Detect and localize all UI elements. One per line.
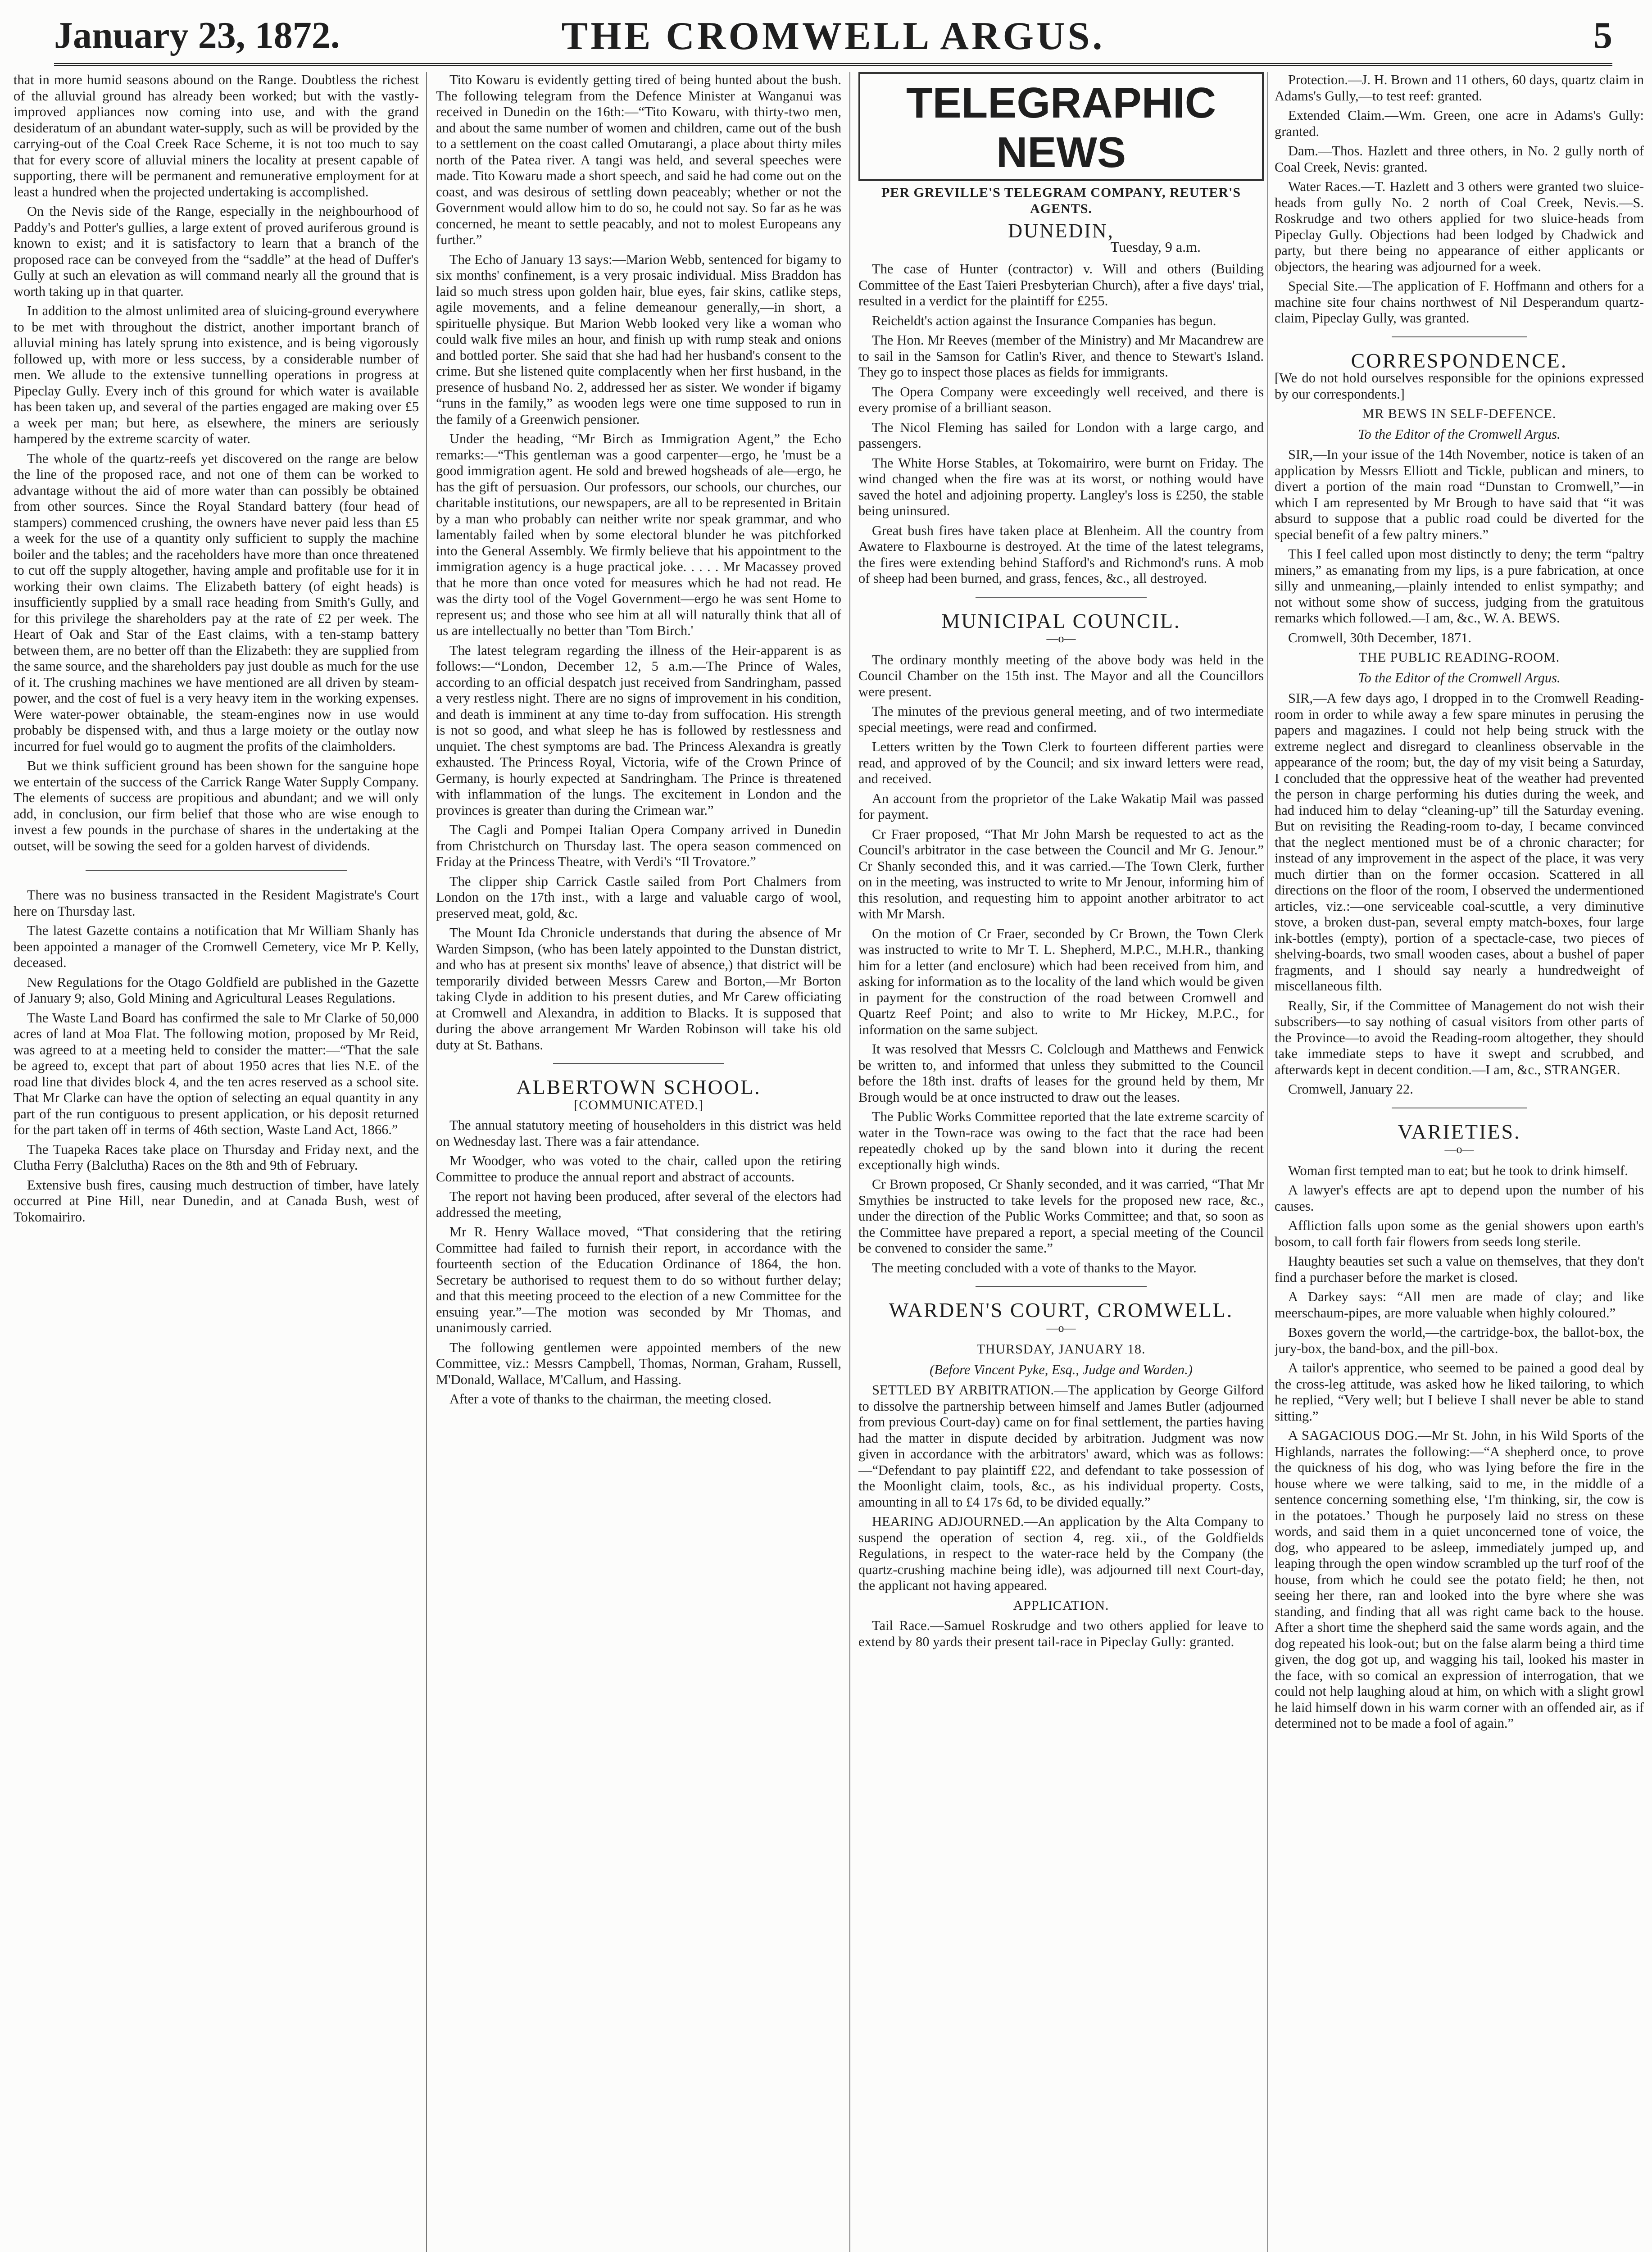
heading-ornament: —o— bbox=[1046, 1321, 1076, 1335]
heading-ornament: —o— bbox=[1046, 632, 1076, 645]
section-heading-albertown-school: ALBERTOWN SCHOOL. bbox=[516, 1076, 761, 1099]
paragraph: An account from the proprietor of the Lake Wakatip Mail was passed for payment. bbox=[858, 790, 1264, 822]
letter-heading-bews: MR BEWS IN SELF-DEFENCE. bbox=[1362, 406, 1557, 421]
paragraph: The Public Works Committee reported that the late extreme scarcity of water in the Town-race was owing to the fact that the race had been repeatedly choked up by the sand blown into it during the recent exceptionally high winds. bbox=[858, 1109, 1264, 1172]
paragraph: Great bush fires have taken place at Blenheim. All the country from Awatere to Flaxbourne is destroyed. At the time of the latest telegrams, the fires were extending behind Stafford's and Richmond's runs. A mob of sheep had been burned, and grass, fences, &c., all destroyed. bbox=[858, 522, 1264, 586]
communicated-note: [COMMUNICATED.] bbox=[574, 1097, 703, 1112]
subheading-application: APPLICATION. bbox=[1013, 1598, 1109, 1613]
paragraph: SIR,—In your issue of the 14th November, notice is taken of an application by Messrs Elliott and Tickle, publican and miners, to divert a portion of the main road “Dunstan to Cromwell,”—in which I am represented by Mr Brough to have said that “it was absurd to suppose that a public road could be diverted for the special benefit of a few paltry miners.” bbox=[1275, 447, 1644, 542]
paragraph: The Echo of January 13 says:—Marion Webb, sentenced for bigamy to six months' confinement, is a very prosaic individual. Miss Braddon has laid so much stress upon golden hair, blue eyes, fair skins, catlike steps, agile movements, and a feline demeanour generally,—in short, a spirituelle physique. But Marion Webb looked very like a woman who could walk five miles an hour, and finish up with rump steak and onions and bottled porter. She said that she had had her husband's consent to the crime. But she listened quite complacently when her first husband, in the presence of husband No. 2, addressed her as sister. We wonder if bigamy “runs in the family,” as wooden legs were one time supposed to run in the family of a Greenwich pensioner. bbox=[436, 251, 841, 427]
section-divider bbox=[86, 870, 347, 871]
paragraph: Haughty beauties set such a value on themselves, that they don't find a purchaser before the market is closed. bbox=[1275, 1253, 1644, 1285]
column-1 bbox=[14, 72, 419, 2252]
editorial-disclaimer: [We do not hold ourselves responsible for the opinions expressed by our correspondents.] bbox=[1275, 370, 1644, 402]
heading-ornament: —o— bbox=[1444, 1143, 1474, 1156]
column-4 bbox=[1275, 72, 1644, 2252]
section-heading-correspondence: CORRESPONDENCE. bbox=[1351, 349, 1568, 372]
column-3 bbox=[858, 72, 1264, 2252]
paragraph: Mr R. Henry Wallace moved, “That considering that the retiring Committee had failed to furnish their report, in accordance with the fourteenth section of the Education Ordinance of 1864, the hon. Secretary be authorised to request them to do so without further delay; and that this meeting proceed to the election of a new Committee for the ensuing year.”—The motion was seconded by Mr Thomas, and unanimously carried. bbox=[436, 1224, 841, 1335]
paragraph: HEARING ADJOURNED.—An application by the Alta Company to suspend the operation of section 4, reg. xii., of the Goldfields Regulations, in respect to the water-race held by the Company (the quartz-crushing machine being idle), was adjourned till next Court-day, the applicant not having appeared. bbox=[858, 1514, 1264, 1593]
paragraph: The ordinary monthly meeting of the above body was held in the Council Chamber on the 15th inst. The Mayor and all the Councillors were present. bbox=[858, 652, 1264, 699]
paragraph: Extended Claim.—Wm. Green, one acre in Adams's Gully: granted. bbox=[1275, 108, 1644, 139]
section-heading-municipal-council: MUNICIPAL COUNCIL. bbox=[941, 609, 1181, 632]
paragraph: A Darkey says: “All men are made of clay; and like meerschaum-pipes, are more valuable when highly coloured.” bbox=[1275, 1289, 1644, 1321]
dateline-time: Tuesday, 9 a.m. bbox=[1110, 238, 1201, 255]
paragraph: The Hon. Mr Reeves (member of the Ministry) and Mr Macandrew are to sail in the Samson for Catlin's River, and thence to Stewart's Island. They go to inspect those places as fields for immigrants. bbox=[858, 332, 1264, 380]
paragraph: SETTLED BY ARBITRATION.—The application by George Gilford to dissolve the partnership between himself and James Butler (adjourned from previous Court-day) came on for final settlement, the parties having had the matter in dispute decided by arbitration. Judgment was now given in accordance with the arbitrators' award, which was as follows:—“Defendant to pay plaintiff £22, and defendant to take possession of the Moonlight claim, tools, &c., as his individual property. Costs, amounting in all to £4 17s 6d, to be divided equally.” bbox=[858, 1382, 1264, 1510]
letter-addressee: To the Editor of the Cromwell Argus. bbox=[1358, 426, 1561, 442]
paragraph: The White Horse Stables, at Tokomairiro, were burnt on Friday. The wind changed when the fire was at its worst, or nothing would have saved the hotel and adjoining property. Langley's loss is £250, the stable being uninsured. bbox=[858, 455, 1264, 518]
section-divider bbox=[553, 1063, 724, 1064]
paragraph: The Tuapeka Races take place on Thursday and Friday next, and the Clutha Ferry (Balclutha) Races on the 8th and 9th of February. bbox=[14, 1141, 419, 1173]
paragraph: Really, Sir, if the Committee of Management do not wish their subscribers—to say nothing of casual visitors from other parts of the Province—to avoid the Reading-room altogether, they should take immediate steps to have it swept and scrubbed, and afterwards kept in decent condition.—I am, &c., STRANGER. bbox=[1275, 998, 1644, 1077]
paragraph: Extensive bush fires, causing much destruction of timber, have lately occurred at Pine Hill, near Dunedin, and at Canada Bush, west of Tokomairiro. bbox=[14, 1177, 419, 1225]
column-rule bbox=[849, 72, 850, 2252]
paragraph: Protection.—J. H. Brown and 11 others, 60 days, quartz claim in Adams's Gully,—to test reef: granted. bbox=[1275, 72, 1644, 104]
issue-date: January 23, 1872. bbox=[54, 14, 340, 56]
telegraphic-news-heading: TELEGRAPHIC NEWS bbox=[858, 72, 1264, 181]
paragraph: A SAGACIOUS DOG.—Mr St. John, in his Wild Sports of the Highlands, narrates the following:—“A shepherd once, to prove the quickness of his dog, who was lying before the fire in the house where we were talking, said to me, in the middle of a sentence concerning something else, ‘I'm thinking, sir, the cow is in the potatoes.’ Though he purposely laid no stress on these words, and said them in a quiet unconcerned tone of voice, the dog, who appeared to be asleep, immediately jumped up, and leaping through the open window scrambled up the turf roof of the house, from which he could see the potato field; he then, not seeing her there, ran and looked into the byre where she was standing, and finding that all was right came back to the house. After a short time the shepherd said the same words again, and the dog repeated his look-out; but on the false alarm being a third time given, the dog got up, and wagging his tail, looked his master in the face, with so comical an expression of interrogation, that we could not help laughing aloud at him, on which with a slight growl he laid himself down in his warm corner with an offended air, as if determined not to be made a fool of again.” bbox=[1275, 1428, 1644, 1731]
paragraph: Under the heading, “Mr Birch as Immigration Agent,” the Echo remarks:—“This gentleman was a good carpenter—ergo, he 'must be a good immigration agent. He sold and brewed hogsheads of ale—ergo, he has the gift of persuasion. Our professors, our schools, our churches, our charitable institutions, our newspapers, are all to be represented in Britain by a man who probably can neither write nor speak grammar, and who lamentably failed when by some electoral blunder he was pitchforked into the General Assembly. We firmly believe that his appointment to the immigration agency is a huge practical joke. . . . . Mr Macassey proved that he more than once voted for measures which he had not read. He was the dirty tool of the Vogel Government—ergo he was sent Home to represent us; and those who see him at all will naturally think that all of us are intellectually no better than 'Tom Birch.' bbox=[436, 431, 841, 638]
paragraph: The case of Hunter (contractor) v. Will and others (Building Committee of the East Taieri Presbyterian Church), after a five days' trial, resulted in a verdict for the plaintiff for £255. bbox=[858, 261, 1264, 309]
letter-heading-reading-room: THE PUBLIC READING-ROOM. bbox=[1358, 650, 1560, 665]
section-heading-wardens-court: WARDEN'S COURT, CROMWELL. bbox=[889, 1299, 1234, 1321]
paragraph: Cr Brown proposed, Cr Shanly seconded, and it was carried, “That Mr Smythies be instructed to take levels for the proposed new race, &c., under the direction of the Public Works Committee; and that, so soon as the Committee have prepared a report, a special meeting of the Council be convened to consider the same.” bbox=[858, 1176, 1264, 1256]
letter-dateline: Cromwell, January 22. bbox=[1288, 1081, 1413, 1097]
paragraph: Letters written by the Town Clerk to fourteen different parties were read, and approved of by the Council; and six inward letters were read, and received. bbox=[858, 739, 1264, 786]
section-divider bbox=[1392, 336, 1527, 337]
paragraph: The Opera Company were exceedingly well received, and there is every promise of a brilliant season. bbox=[858, 384, 1264, 415]
letter-dateline: Cromwell, 30th December, 1871. bbox=[1288, 630, 1472, 645]
paragraph: that in more humid seasons abound on the Range. Doubtless the richest of the alluvial ground has already been worked; but with the vastly-improved appliances now coming into use, and with the grand desideratum of an abundant water-supply, such as will be provided by the carrying-out of the Coal Creek Race Scheme, it is not too much to say that for every score of alluvial miners the locality at present capable of supporting, there will be permanent and remunerative employment for at least a hundred when the projected undertaking is accomplished. bbox=[14, 72, 419, 200]
page-number: 5 bbox=[1593, 14, 1612, 56]
section-divider bbox=[976, 1286, 1147, 1287]
court-date: THURSDAY, JANUARY 18. bbox=[976, 1342, 1146, 1357]
paragraph: The following gentlemen were appointed members of the new Committee, viz.: Messrs Campbell, Thomas, Norman, Graham, Russell, M'Donald, Wallace, M'Callum, and Hassing. bbox=[436, 1339, 841, 1387]
telegraph-agency-line: PER GREVILLE'S TELEGRAM COMPANY, REUTER'S AGENTS. bbox=[881, 185, 1241, 216]
paragraph: After a vote of thanks to the chairman, the meeting closed. bbox=[449, 1391, 772, 1407]
paragraph: On the Nevis side of the Range, especially in the neighbourhood of Paddy's and Potter's gullies, a large extent of proved auriferous ground is known to exist; and it is satisfactory to learn that a branch of the proposed race can be conveyed from the “saddle” at the head of Duffer's Gully at such an elevation as will command nearly all the ground that is worth taking up in that quarter. bbox=[14, 204, 419, 299]
newspaper-title: THE CROMWELL ARGUS. bbox=[561, 14, 1105, 58]
paragraph: Affliction falls upon some as the genial showers upon earth's bosom, to call forth fair flowers from seeds long sterile. bbox=[1275, 1218, 1644, 1249]
paragraph: The latest telegram regarding the illness of the Heir-apparent is as follows:—“London, December 12, 5 a.m.—The Prince of Wales, according to an official despatch just received from Sandringham, passed a very restless night. There are no signs of improvement in his condition, and death is imminent at any time to-day from suffocation. His strength is not so good, and what sleep he has is followed by restlessness and unquiet. The chest symptoms are bad. The Princess Alexandra is greatly exhausted. The Princess Royal, Victoria, wife of the Crown Prince of Germany, is hourly expected at Sandringham. The Prince is threatened with inflammation of the lungs. The excitement in London and the provinces is greater than during the Crimean war.” bbox=[436, 642, 841, 818]
paragraph: In addition to the almost unlimited area of sluicing-ground everywhere to be met with throughout the district, another important branch of alluvial mining has lately sprung into existence, and is being vigorously followed up, with more or less success, by a considerable number of men. We allude to the extensive tunnelling operations in progress at Pipeclay Gully. Every inch of this ground for which water is available has been taken up, and several of the parties engaged are making over £5 a week per man; but here, as elsewhere, the miners are seriously hampered by the extreme scarcity of water. bbox=[14, 303, 419, 446]
paragraph: Mr Woodger, who was voted to the chair, called upon the retiring Committee to produce the annual report and abstract of accounts. bbox=[436, 1153, 841, 1185]
dateline-place: DUNEDIN, bbox=[1008, 220, 1114, 242]
court-bench: (Before Vincent Pyke, Esq., Judge and Warden.) bbox=[930, 1362, 1193, 1377]
letter-addressee: To the Editor of the Cromwell Argus. bbox=[1358, 670, 1561, 686]
paragraph: Dam.—Thos. Hazlett and three others, in No. 2 gully north of Coal Creek, Nevis: granted. bbox=[1275, 143, 1644, 175]
paragraph: Woman first tempted man to eat; but he took to drink himself. bbox=[1288, 1162, 1628, 1178]
paragraph: A tailor's apprentice, who seemed to be pained a good deal by the cross-leg attitude, was asked how he liked tailoring, to which he replied, “Very well; but I believe I shall never be able to stand sitting.” bbox=[1275, 1360, 1644, 1424]
paragraph: The whole of the quartz-reefs yet discovered on the range are below the line of the proposed race, and not one of them can be worked to advantage without the aid of more water than can possibly be obtained from other sources. Since the Royal Standard battery (four head of stampers) commenced crushing, the owners have never paid less than £5 a week for the use of a quantity only sufficient to supply the machine boiler and the tables; and the raceholders have more than once threatened to cut off the supply altogether, having ample and profitable use for it in working their own claims. The Elizabeth battery (of eight heads) is insufficiently supplied by a small race heading from Smith's Gully, and for this privilege the shareholders pay at the rate of £2 per week. The Heart of Oak and Star of the East claims, with a ten-stamp battery between them, are no better off than the Elizabeth: they are supplied from the same source, and the shareholders pay just double as much for the use of it. The crushing machines we have mentioned are all driven by steam-power, and the cost of fuel is a very heavy item in the working expenses. Were water-power obtainable, the steam-engines now in use would probably be dispensed with, and thus a large moiety or the outlay now incurred for fuel would go to augment the profits of the claimholders. bbox=[14, 450, 419, 754]
paragraph: But we think sufficient ground has been shown for the sanguine hope we entertain of the success of the Carrick Range Water Supply Company. The elements of success are propitious and abundant; and we will only add, in conclusion, our firm belief that those who are wise enough to invest a few pounds in the purchase of shares in the undertaking at the outset, will be sowing the seed for a golden harvest of dividends. bbox=[14, 758, 419, 854]
paragraph: There was no business transacted in the Resident Magistrate's Court here on Thursday last. bbox=[14, 887, 419, 919]
paragraph: It was resolved that Messrs C. Colclough and Matthews and Fenwick be written to, and informed that unless they submitted to the Council before the 18th inst. drafts of leases for the ground held by them, Mr Brough would be at once instructed to draw out the leases. bbox=[858, 1041, 1264, 1105]
paragraph: The Cagli and Pompei Italian Opera Company arrived in Dunedin from Christchurch on Thursday last. The opera season commenced on Friday at the Princess Theatre, with Verdi's “Il Trovatore.” bbox=[436, 822, 841, 869]
paragraph: The annual statutory meeting of householders in this district was held on Wednesday last. There was a fair attendance. bbox=[436, 1117, 841, 1149]
section-heading-varieties: VARIETIES. bbox=[1398, 1120, 1521, 1143]
paragraph: Cr Fraer proposed, “That Mr John Marsh be requested to act as the Council's arbitrator in the case between the Council and Mr G. Jenour.” Cr Shanly seconded this, and it was carried.—The Town Clerk, further on in the meeting, was instructed to write to Mr Jenour, informing him of this resolution, and requesting him to appoint another arbitrator to act with Mr Marsh. bbox=[858, 826, 1264, 922]
paragraph: The Mount Ida Chronicle understands that during the absence of Mr Warden Simpson, (who has been lately appointed to the Dunstan district, and who has at present six months' leave of absence,) that district will be temporarily divided between Messrs Carew and Borton,—Mr Borton taking Clyde in addition to his present duties, and Mr Carew officiating at Cromwell and Alexandra, in addition to Blacks. It is supposed that during the above arrangement Mr Warden Robinson will take his old duty at St. Bathans. bbox=[436, 925, 841, 1053]
paragraph: The meeting concluded with a vote of thanks to the Mayor. bbox=[872, 1260, 1197, 1276]
paragraph: Special Site.—The application of F. Hoffmann and others for a machine site four chains northwest of Nil Desperandum quartz-claim, Pipeclay Gully, was granted. bbox=[1275, 278, 1644, 326]
paragraph: The Nicol Fleming has sailed for London with a large cargo, and passengers. bbox=[858, 419, 1264, 451]
paragraph: Tito Kowaru is evidently getting tired of being hunted about the bush. The following telegram from the Defence Minister at Wanganui was received in Dunedin on the 16th:—“Tito Kowaru, with thirty-two men, and about the same number of women and children, came out of the bush to a settlement on the coast called Omutarangi, a place about thirty miles north of the Patea river. A tangi was held, and several speeches were made. Tito Kowaru made a short speech, and said he had come out on the coast, and was desirous of settling down peaceably; whether or not the Government would allow him to do so, he could not say. So far as he was concerned, he meant to settle peacably, and not to molest Europeans any further.” bbox=[436, 72, 841, 247]
column-rule bbox=[1267, 72, 1268, 2252]
paragraph: Reicheldt's action against the Insurance Companies has begun. bbox=[872, 313, 1216, 328]
paragraph: The latest Gazette contains a notification that Mr William Shanly has been appointed a manager of the Cromwell Cemetery, vice Mr P. Kelly, deceased. bbox=[14, 923, 419, 970]
paragraph: The Waste Land Board has confirmed the sale to Mr Clarke of 50,000 acres of land at Moa Flat. The following motion, proposed by Mr Reid, was agreed to at a meeting held to consider the matter:—“That the sale be agreed to, except that part of about 1950 acres that lies N.E. of the road line that divides block 4, and the ten acres reserved as a school site. That Mr Clarke can have the option of selecting an equal quantity in any part of the run contiguous to present application, or his deposit returned for the part taken off in terms of 46th section, Waste Land Act, 1866.” bbox=[14, 1010, 419, 1137]
section-divider bbox=[976, 597, 1147, 598]
paragraph: SIR,—A few days ago, I dropped in to the Cromwell Reading-room in order to while away a few spare minutes in perusing the papers and magazines. I could not help being struck with the extreme neglect and disregard to cleanliness observable in the appearance of the room; but, the day of my visit being a Saturday, I concluded that the oppressive heat of the weather had prevented the person in charge performing his duties during the week, and had induced him to delay “cleaning-up” till the Saturday evening. But on revisiting the Reading-room to-day, I became convinced that the neglect mentioned must be of a chronic character; for instead of any improvement in the aspect of the place, it was very much dirtier than on the former occasion. Scattered in all directions on the floor of the room, I observed the undermentioned articles, viz.:—one serviceable coal-scuttle, a very diminutive stove, a broken dust-pan, several empty match-boxes, four large ink-bottles (empty), portion of a spectacle-case, two pieces of shelving-boards, two small wooden cases, about a bushel of paper fragments, and I should say nearly a hundredweight of miscellaneous filth. bbox=[1275, 690, 1644, 994]
paragraph: Tail Race.—Samuel Roskrudge and two others applied for leave to extend by 80 yards their present tail-race in Pipeclay Gully: granted. bbox=[858, 1618, 1264, 1649]
paragraph: A lawyer's effects are apt to depend upon the number of his causes. bbox=[1275, 1182, 1644, 1214]
paragraph: The clipper ship Carrick Castle sailed from Port Chalmers from London on the 17th inst., with a large and valuable cargo of wool, preserved meat, gold, &c. bbox=[436, 873, 841, 921]
paragraph: The report not having been produced, after several of the electors had addressed the meeting, bbox=[436, 1189, 841, 1220]
paragraph: The minutes of the previous general meeting, and of two intermediate special meetings, were read and confirmed. bbox=[858, 704, 1264, 735]
paragraph: New Regulations for the Otago Goldfield are published in the Gazette of January 9; also, Gold Mining and Agricultural Leases Regulations. bbox=[14, 974, 419, 1006]
paragraph: Water Races.—T. Hazlett and 3 others were granted two sluice-heads from gully No. 2 north of Coal Creek, Nevis.—S. Roskrudge and two others applied for two sluice-heads from Pipeclay Gully. Objections had been lodged by Chadwick and party, but there being no appearance of either applicants or objectors, the hearing was adjourned for a week. bbox=[1275, 179, 1644, 274]
paragraph: Boxes govern the world,—the cartridge-box, the ballot-box, the jury-box, the band-box, and the pill-box. bbox=[1275, 1325, 1644, 1356]
column-2 bbox=[436, 72, 841, 2252]
column-rule bbox=[426, 72, 427, 2252]
paragraph: On the motion of Cr Fraer, seconded by Cr Brown, the Town Clerk was instructed to write to Mr T. L. Shepherd, M.P.C., M.H.R., thanking him for a letter (and enclosure) which had been received from him, and asking for information as to the locality of the land which would be given in payment for the construction of the road between Cromwell and Quartz Reef Point; and also to write to Mr Hickey, M.P.C., for information on the same subject. bbox=[858, 926, 1264, 1037]
masthead bbox=[54, 14, 1612, 66]
paragraph: This I feel called upon most distinctly to deny; the term “paltry miners,” as emanating from my lips, is a pure fabrication, at once silly and unmeaning,—plainly intended to enlist sympathy; and not without some show of success, judging from the gratuitous remarks which followed.—I am, &c., W. A. BEWS. bbox=[1275, 546, 1644, 626]
